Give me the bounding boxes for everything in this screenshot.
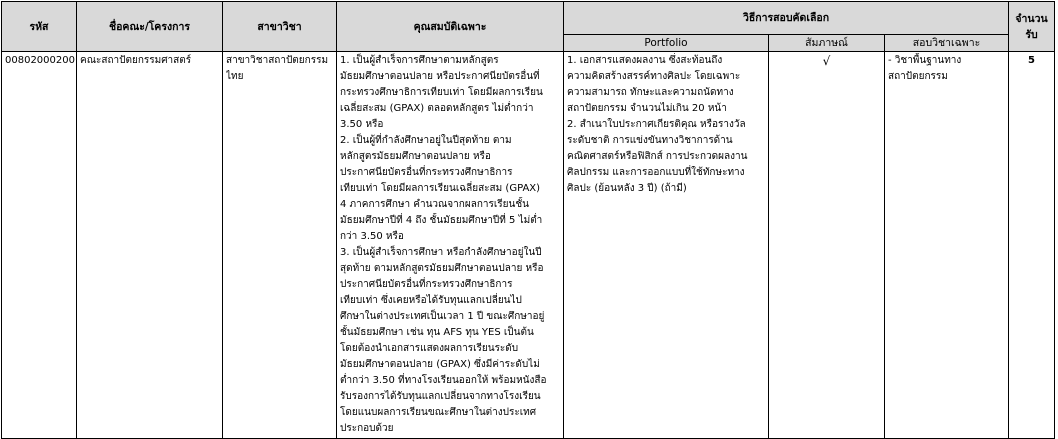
- header-major: สาขาวิชา: [223, 2, 337, 52]
- header-interview: สัมภาษณ์: [769, 35, 885, 52]
- cell-code: 00802000200: [2, 52, 77, 439]
- qualification-line: เฉลี่ยสะสม (GPAX) ตลอดหลักสูตร ไม่ต่ำกว่า: [340, 103, 534, 114]
- header-quota-line2: รับ: [1025, 28, 1038, 41]
- portfolio-line: สถาปัตยกรรม จำนวนไม่เกิน 20 หน้า: [567, 103, 727, 114]
- qualification-line: กว่า 3.50 หรือ: [340, 231, 404, 242]
- qualification-line: ต่ำกว่า 3.50 ที่ทางโรงเรียนออกให้ พร้อมหนังสือ: [340, 375, 547, 386]
- header-portfolio: Portfolio: [564, 35, 769, 52]
- qualification-line: 2. เป็นผู้ที่กำลังศึกษาอยู่ในปีสุดท้าย ตาม: [340, 135, 512, 146]
- qualification-line: สุดท้าย ตามหลักสูตรมัธยมศึกษาตอนปลาย หรือ: [340, 263, 544, 274]
- portfolio-line: คณิตศาสตร์หรือฟิสิกส์ การประกวดผลงาน: [567, 151, 748, 162]
- qualification-line: 3. เป็นผู้สำเร็จการศึกษา หรือกำลังศึกษาอยู่ในปี: [340, 247, 542, 258]
- portfolio-line: ระดับชาติ การแข่งขันทางวิชาการด้าน: [567, 135, 733, 146]
- qualification-line: 3.50 หรือ: [340, 119, 384, 130]
- qualification-line: โดยแนบผลการเรียนขณะศึกษาในต่างประเทศ: [340, 407, 537, 418]
- qualification-line: ศึกษาในต่างประเทศเป็นเวลา 1 ปี ขณะศึกษาอยู่: [340, 311, 545, 322]
- qualification-line: เทียบเท่า โดยมีผลการเรียนเฉลี่ยสะสม (GPAX): [340, 183, 541, 194]
- header-selection-method: วิธีการสอบคัดเลือก: [564, 2, 1009, 35]
- cell-faculty: คณะสถาปัตยกรรมศาสตร์: [77, 52, 223, 439]
- qualification-line: มัธยมศึกษาตอนปลาย (GPAX) ซึ่งมีค่าระดับไม่: [340, 359, 540, 370]
- admission-table: [1, 1, 1055, 439]
- qualification-line: 1. เป็นผู้สำเร็จการศึกษาตามหลักสูตร: [340, 55, 499, 66]
- header-quota: [1009, 2, 1055, 52]
- qualification-line: โดยต้องนำเอกสารแสดงผลการเรียนระดับ: [340, 343, 519, 354]
- cell-specific-exam: [885, 52, 1009, 439]
- qualification-line: ประกาศนียบัตรอื่นที่กระทรวงศึกษาธิการ: [340, 279, 513, 290]
- specific-exam-line: - วิชาพื้นฐานทาง: [888, 55, 962, 66]
- cell-qualifications: [337, 52, 564, 439]
- portfolio-line: 1. เอกสารแสดงผลงาน ซึ่งสะท้อนถึง: [567, 55, 723, 66]
- cell-portfolio: [564, 52, 769, 439]
- cell-major: [223, 52, 337, 439]
- portfolio-line: ศิลปกรรม และการออกแบบที่ใช้ทักษะทาง: [567, 167, 745, 178]
- qualification-line: มัธยมศึกษาตอนปลาย หรือประกาศนียบัตรอื่นที่: [340, 71, 540, 82]
- portfolio-line: ศิลปะ (ย้อนหลัง 3 ปี) (ถ้ามี): [567, 183, 687, 194]
- qualification-line: รับรองการได้รับทุนแลกเปลี่ยนจากทางโรงเรียน: [340, 391, 541, 402]
- qualification-line: 4 ภาคการศึกษา คำนวณจากผลการเรียนชั้น: [340, 199, 529, 210]
- qualification-line: มัธยมศึกษาปีที่ 4 ถึง ชั้นมัธยมศึกษาปีที่ 5 ไม่ต่ำ: [340, 215, 543, 226]
- header-faculty: ชื่อคณะ/โครงการ: [77, 2, 223, 52]
- header-qualifications: คุณสมบัติเฉพาะ: [337, 2, 564, 52]
- cell-quota: 5: [1009, 52, 1055, 439]
- portfolio-line: ความคิดสร้างสรรค์ทางศิลปะ โดยเฉพาะ: [567, 71, 741, 82]
- header-specific-exam: สอบวิชาเฉพาะ: [885, 35, 1009, 52]
- check-mark: √: [822, 54, 831, 68]
- major-line: สาขาวิชาสถาปัตยกรรม: [226, 55, 329, 66]
- qualification-line: หลักสูตรมัธยมศึกษาตอนปลาย หรือ: [340, 151, 491, 162]
- cell-interview: [769, 52, 885, 439]
- header-quota-line1: จำนวน: [1015, 12, 1048, 25]
- qualification-line: กระทรวงศึกษาธิการเทียบเท่า โดยมีผลการเรียน: [340, 87, 543, 98]
- portfolio-line: ความสามารถ ทักษะและความถนัดทาง: [567, 87, 734, 98]
- header-row-top: [2, 2, 1055, 35]
- specific-exam-line: สถาปัตยกรรม: [888, 71, 948, 82]
- qualification-line: ชั้นมัธยมศึกษา เช่น ทุน AFS ทุน YES เป็นต้น: [340, 327, 534, 338]
- portfolio-line: 2. สำเนาใบประกาศเกียรติคุณ หรือรางวัล: [567, 119, 746, 130]
- header-code: รหัส: [2, 2, 77, 52]
- qualification-line: เทียบเท่า ซึ่งเคยหรือได้รับทุนแลกเปลี่ยนไป: [340, 295, 522, 306]
- major-line: ไทย: [226, 71, 244, 82]
- qualification-line: ประกอบด้วย: [340, 423, 394, 434]
- table-row: [2, 52, 1055, 439]
- qualification-line: ประกาศนียบัตรอื่นที่กระทรวงศึกษาธิการ: [340, 167, 513, 178]
